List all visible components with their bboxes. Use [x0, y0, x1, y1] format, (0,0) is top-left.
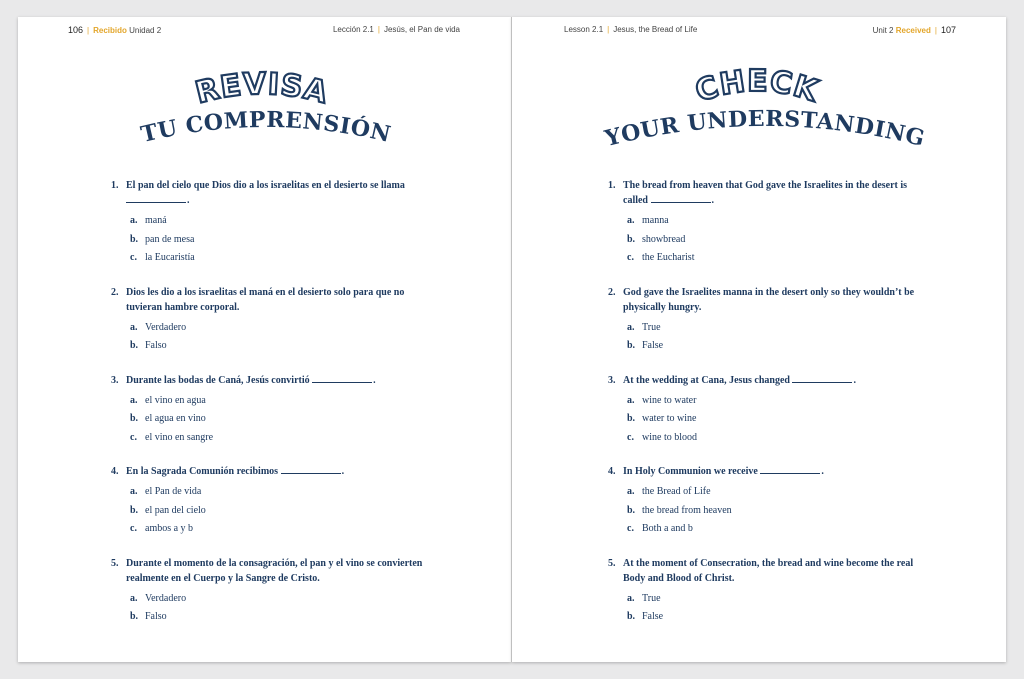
answer-option[interactable]: [627, 337, 928, 356]
right-lesson: Lesson 2.1: [564, 25, 604, 34]
answer-option[interactable]: [627, 483, 928, 502]
question-number: 2.: [111, 286, 119, 298]
answer-option[interactable]: [627, 590, 928, 609]
question-item: [111, 373, 436, 448]
option-letter: c.: [130, 252, 137, 263]
question-punctuation: .: [853, 374, 856, 386]
question-number: 2.: [608, 286, 616, 298]
question-punctuation: .: [187, 195, 190, 206]
left-lesson-title: Jesús, el Pan de vida: [383, 25, 460, 34]
option-letter: c.: [627, 252, 634, 263]
left-header-lesson: Lección 2.1 | Jesús, el Pan de vida: [332, 25, 460, 34]
answer-option[interactable]: [627, 502, 928, 521]
answer-option[interactable]: [130, 249, 436, 268]
option-text: wine to blood: [642, 431, 697, 443]
question-item: [608, 464, 928, 539]
answer-option[interactable]: [130, 319, 436, 338]
right-header-lesson: Lesson 2.1 | Jesus, the Bread of Life: [564, 25, 698, 34]
question-prompt: El pan del cielo que Dios dio a los israelitas en el desierto se llama: [126, 180, 405, 191]
option-letter: c.: [130, 523, 137, 534]
option-letter: b.: [627, 611, 636, 622]
answer-options: [111, 212, 436, 268]
option-text: Falso: [145, 340, 167, 351]
option-letter: a.: [130, 394, 138, 406]
question-prompt: In Holy Communion we receive: [623, 466, 758, 477]
option-text: maná: [145, 215, 167, 226]
option-text: manna: [642, 215, 669, 226]
option-letter: c.: [627, 431, 634, 443]
option-letter: b.: [627, 504, 636, 516]
right-title-top: CHECK: [691, 63, 823, 110]
answer-option[interactable]: [130, 231, 436, 250]
answer-options: [111, 319, 436, 356]
option-text: Both a and b: [642, 523, 693, 534]
option-text: water to wine: [642, 413, 697, 424]
option-letter: a.: [627, 321, 635, 333]
right-question-list: [608, 178, 928, 627]
answer-option[interactable]: [627, 212, 928, 231]
right-unit-accent: Received: [895, 26, 931, 35]
question-text: [111, 285, 436, 315]
option-letter: a.: [627, 592, 635, 604]
answer-option[interactable]: [627, 249, 928, 268]
question-item: [608, 373, 928, 448]
question-item: [111, 285, 436, 356]
question-prompt: Dios les dio a los israelitas el maná en el desierto solo para que no tuvieran hambre corporal.: [126, 286, 405, 313]
question-text: [608, 178, 928, 208]
right-lesson-title: Jesus, the Bread of Life: [613, 25, 698, 34]
question-number: 5.: [111, 557, 119, 569]
option-letter: b.: [627, 233, 636, 245]
question-item: [608, 178, 928, 268]
option-text: True: [642, 321, 661, 333]
question-text: [608, 373, 928, 388]
question-punctuation: .: [373, 374, 376, 386]
answer-option[interactable]: [130, 212, 436, 231]
left-unit-label: Unidad 2: [129, 26, 162, 35]
answer-options: [111, 392, 436, 448]
left-title-top: REVISA: [192, 66, 332, 112]
answer-option[interactable]: [627, 231, 928, 250]
answer-option[interactable]: [130, 483, 436, 502]
answer-option[interactable]: [130, 337, 436, 356]
option-text: la Eucaristía: [145, 252, 195, 263]
left-title-bottom: TU COMPRENSIÓN: [138, 106, 394, 149]
question-item: [111, 178, 436, 268]
answer-blank[interactable]: [126, 193, 186, 203]
option-text: the bread from heaven: [642, 504, 732, 516]
option-letter: b.: [130, 504, 139, 516]
option-letter: a.: [627, 215, 635, 226]
question-number: 1.: [111, 180, 119, 191]
question-punctuation: .: [711, 195, 714, 206]
question-punctuation: .: [821, 466, 824, 477]
answer-option[interactable]: [627, 392, 928, 411]
question-text: [608, 464, 928, 479]
answer-option[interactable]: [130, 608, 436, 627]
right-page-number: 107: [940, 25, 956, 35]
question-item: [608, 556, 928, 627]
question-text: [111, 556, 436, 586]
option-letter: a.: [627, 486, 635, 497]
question-item: [111, 556, 436, 627]
left-header-folio: 106 | Recibido Unidad 2: [68, 25, 162, 35]
answer-option[interactable]: [627, 319, 928, 338]
question-prompt: The bread from heaven that God gave the Israelites in the desert is called: [623, 180, 908, 206]
question-punctuation: .: [341, 466, 345, 477]
option-letter: a.: [130, 486, 138, 497]
option-text: el pan del cielo: [145, 504, 206, 516]
question-prompt: At the wedding at Cana, Jesus changed: [623, 374, 790, 386]
question-text: [608, 556, 928, 586]
option-text: the Eucharist: [642, 252, 695, 263]
option-text: False: [642, 611, 664, 622]
option-text: pan de mesa: [145, 233, 195, 245]
option-text: the Bread of Life: [642, 486, 711, 497]
option-letter: b.: [130, 233, 139, 245]
answer-option[interactable]: [130, 392, 436, 411]
option-text: True: [642, 592, 661, 604]
option-letter: c.: [130, 431, 137, 443]
right-unit-label: Unit 2: [872, 26, 894, 35]
option-letter: b.: [130, 611, 139, 622]
question-number: 1.: [608, 180, 616, 191]
option-text: el vino en sangre: [145, 431, 214, 443]
answer-options: [608, 590, 928, 627]
option-letter: b.: [627, 413, 636, 424]
option-letter: a.: [130, 215, 138, 226]
question-text: [111, 464, 436, 479]
question-item: [608, 285, 928, 356]
option-letter: a.: [130, 592, 138, 604]
left-unit-accent: Recibido: [93, 26, 127, 35]
answer-blank[interactable]: [281, 464, 341, 474]
answer-option[interactable]: [627, 410, 928, 429]
left-question-list: [111, 178, 436, 627]
question-number: 4.: [608, 466, 616, 477]
question-text: [111, 373, 436, 388]
question-text: [111, 178, 436, 208]
option-text: el agua en vino: [145, 413, 206, 424]
answer-blank[interactable]: [792, 373, 852, 383]
question-number: 3.: [608, 374, 616, 386]
right-title-bottom: YOUR UNDERSTANDING: [602, 105, 928, 152]
answer-blank[interactable]: [651, 193, 711, 203]
answer-option[interactable]: [130, 590, 436, 609]
question-prompt: At the moment of Consecration, the bread and wine become the real Body and Blood of Christ.: [623, 557, 914, 584]
answer-option[interactable]: [627, 608, 928, 627]
right-header-folio: Unit 2 Received | 107: [872, 25, 956, 35]
option-letter: c.: [627, 523, 634, 534]
title-art: [0, 0, 1024, 160]
answer-blank[interactable]: [312, 373, 372, 383]
question-item: [111, 464, 436, 539]
option-letter: a.: [627, 394, 635, 406]
option-text: Falso: [145, 611, 167, 622]
option-text: showbread: [642, 233, 686, 245]
answer-option[interactable]: [130, 429, 436, 448]
option-letter: b.: [130, 340, 139, 351]
option-text: el Pan de vida: [145, 486, 202, 497]
option-letter: b.: [130, 413, 139, 424]
option-text: Verdadero: [145, 592, 187, 604]
answer-blank[interactable]: [760, 464, 820, 474]
question-number: 3.: [111, 374, 119, 386]
option-text: Verdadero: [145, 321, 187, 333]
answer-options: [608, 483, 928, 539]
answer-option[interactable]: [130, 410, 436, 429]
question-number: 5.: [608, 557, 616, 569]
option-letter: b.: [627, 340, 636, 351]
answer-options: [608, 392, 928, 448]
option-letter: a.: [130, 321, 138, 333]
answer-options: [608, 212, 928, 268]
option-text: wine to water: [642, 394, 697, 406]
left-page-number: 106: [68, 25, 84, 35]
answer-option[interactable]: [130, 502, 436, 521]
question-prompt: Durante las bodas de Caná, Jesús convirtió: [126, 374, 310, 386]
question-text: [608, 285, 928, 315]
answer-option[interactable]: [627, 520, 928, 539]
option-text: el vino en agua: [145, 394, 206, 406]
answer-options: [111, 590, 436, 627]
answer-options: [111, 483, 436, 539]
question-prompt: En la Sagrada Comunión recibimos: [126, 466, 279, 477]
question-number: 4.: [111, 466, 119, 477]
answer-options: [608, 319, 928, 356]
option-text: False: [642, 340, 664, 351]
question-prompt: God gave the Israelites manna in the desert only so they wouldn’t be physically hungry.: [623, 286, 915, 313]
answer-option[interactable]: [130, 520, 436, 539]
option-text: ambos a y b: [145, 523, 194, 534]
answer-option[interactable]: [627, 429, 928, 448]
left-lesson: Lección 2.1: [332, 25, 374, 34]
question-prompt: Durante el momento de la consagración, el pan y el vino se convierten realmente en el Cuerpo y la Sangre de Cristo.: [126, 557, 423, 584]
